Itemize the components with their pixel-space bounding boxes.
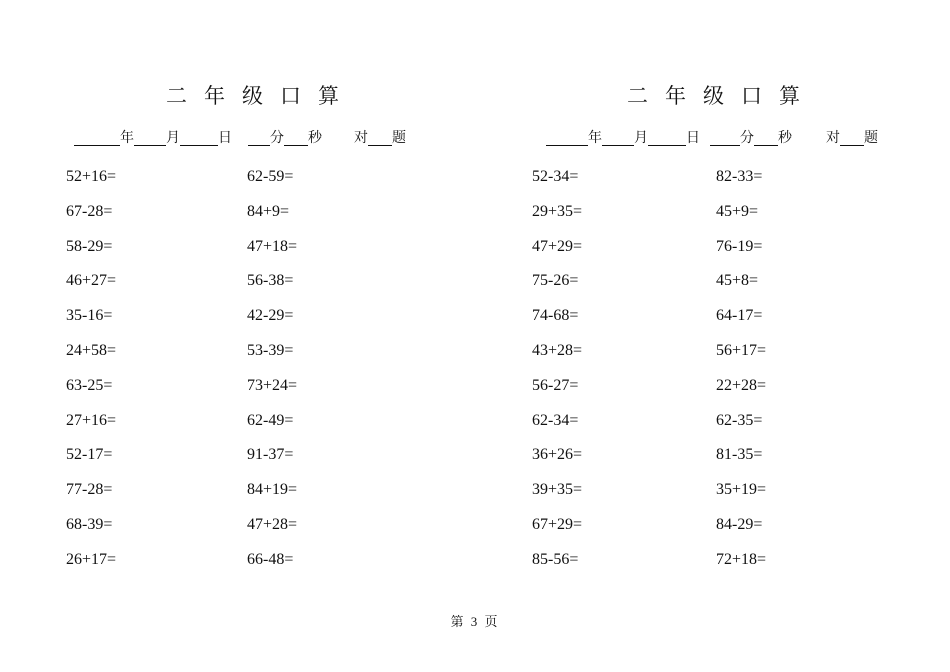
problem-item: 84+19= (247, 481, 298, 499)
problem-item: 56-38= (247, 272, 294, 290)
problem-column-2 (716, 160, 766, 578)
problem-item: 67+29= (532, 515, 583, 533)
page-number: 第 3 页 (450, 614, 500, 629)
minute-label: 分 (740, 131, 754, 146)
worksheet-title: 二年级口算 (627, 84, 817, 108)
year-label: 年 (588, 131, 602, 146)
problem-item: 56-27= (532, 376, 579, 394)
problem-item: 22+28= (716, 376, 767, 394)
problem-item: 52-34= (532, 168, 579, 185)
second-label: 秒 (778, 131, 792, 146)
day-blank[interactable] (648, 131, 686, 146)
problem-item: 35+19= (716, 481, 767, 499)
problem-item: 43+28= (532, 341, 583, 359)
problem-item: 52-17= (66, 446, 113, 464)
problem-item: 45+8= (716, 272, 759, 290)
problem-item: 77-28= (66, 481, 113, 499)
problem-column-2 (247, 160, 297, 578)
problem-item: 39+35= (532, 481, 583, 499)
problem-item: 63-25= (66, 376, 113, 394)
minute-blank[interactable] (710, 131, 740, 146)
problem-item: 45+9= (716, 202, 759, 220)
day-blank[interactable] (180, 131, 218, 146)
problem-item: 82-33= (716, 168, 763, 185)
problem-column-1 (532, 160, 582, 578)
problem-item: 91-37= (247, 446, 294, 464)
problem-item: 72+18= (716, 550, 767, 568)
problem-item: 62-35= (716, 411, 763, 429)
problem-item: 76-19= (716, 237, 763, 255)
correct-label: 对 (826, 131, 840, 146)
month-blank[interactable] (134, 131, 166, 146)
correct-count-blank[interactable] (368, 131, 392, 146)
problem-item: 29+35= (532, 202, 583, 220)
day-label: 日 (686, 131, 700, 146)
problem-item: 58-29= (66, 237, 113, 255)
minute-label: 分 (270, 131, 284, 146)
problem-item: 85-56= (532, 550, 579, 568)
worksheet-title: 二年级口算 (166, 84, 356, 108)
question-label: 题 (392, 131, 406, 146)
problem-item: 81-35= (716, 446, 763, 464)
problem-item: 47+29= (532, 237, 583, 255)
problem-item: 42-29= (247, 307, 294, 325)
question-label: 题 (864, 131, 878, 146)
problem-item: 47+28= (247, 515, 298, 533)
problem-item: 52+16= (66, 168, 117, 185)
second-blank[interactable] (284, 131, 308, 146)
problem-item: 26+17= (66, 550, 117, 568)
problem-item: 62-49= (247, 411, 294, 429)
problem-item: 73+24= (247, 376, 298, 394)
problem-item: 84+9= (247, 202, 290, 220)
problem-item: 68-39= (66, 515, 113, 533)
problem-item: 64-17= (716, 307, 763, 325)
correct-count-blank[interactable] (840, 131, 864, 146)
month-blank[interactable] (602, 131, 634, 146)
problem-item: 46+27= (66, 272, 117, 290)
info-line (546, 127, 878, 147)
problem-item: 62-34= (532, 411, 579, 429)
problem-item: 47+18= (247, 237, 298, 255)
year-blank[interactable] (74, 131, 120, 146)
problem-item: 24+58= (66, 341, 117, 359)
day-label: 日 (218, 131, 232, 146)
second-blank[interactable] (754, 131, 778, 146)
second-label: 秒 (308, 131, 322, 146)
problem-item: 35-16= (66, 307, 113, 325)
year-label: 年 (120, 131, 134, 146)
problem-item: 27+16= (66, 411, 117, 429)
month-label: 月 (634, 131, 648, 146)
problem-item: 53-39= (247, 341, 294, 359)
info-line (74, 127, 406, 147)
month-label: 月 (166, 131, 180, 146)
problem-item: 74-68= (532, 307, 579, 325)
problem-item: 66-48= (247, 550, 294, 568)
problem-column-1 (66, 160, 116, 578)
problem-item: 67-28= (66, 202, 113, 220)
minute-blank[interactable] (248, 131, 270, 146)
problem-item: 75-26= (532, 272, 579, 290)
problem-item: 62-59= (247, 168, 294, 185)
year-blank[interactable] (546, 131, 588, 146)
problem-item: 56+17= (716, 341, 767, 359)
problem-item: 84-29= (716, 515, 763, 533)
problem-item: 36+26= (532, 446, 583, 464)
correct-label: 对 (354, 131, 368, 146)
